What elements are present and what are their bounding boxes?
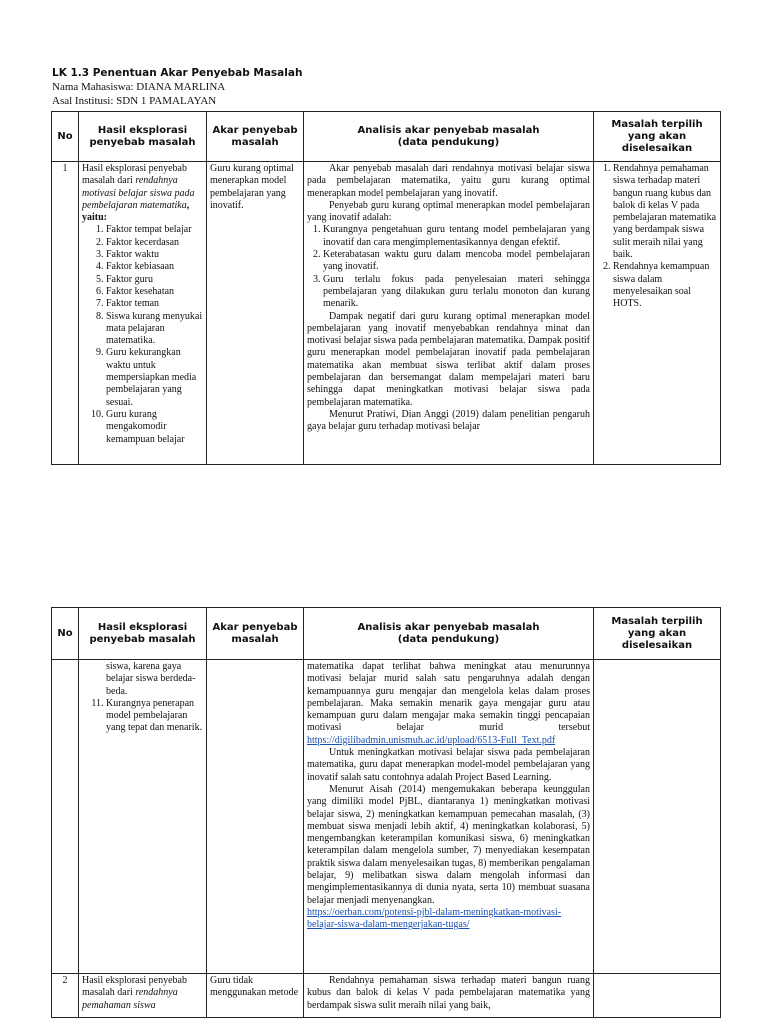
hasil-emphasis: rendahnya pemahaman siswa bbox=[82, 987, 178, 1011]
col-header-akar: Akar penyebab masalah bbox=[207, 112, 304, 162]
reference-link[interactable]: https://digilibadmin.unismuh.ac.id/upload/6513-Full_Text.pdf bbox=[307, 734, 556, 746]
list-item: 6. Faktor kesehatan bbox=[106, 286, 203, 298]
col-header-analisis-line2: (data pendukung) bbox=[397, 136, 500, 148]
col-header-analisis bbox=[304, 608, 594, 660]
table-row bbox=[52, 974, 721, 1018]
col-header-analisis-line1: Analisis akar penyebab masalah bbox=[357, 124, 540, 136]
analisis-paragraph: Akar penyebab masalah dari rendahnya motivasi belajar siswa pada pembelajaran matematika, yaitu guru kurang optimal menerapkan model pembelajaran yang inovatif. bbox=[307, 163, 590, 199]
list-item: 2. Rendahnya kemampuan siswa dalam menyelesaikan soal HOTS. bbox=[613, 261, 717, 310]
col-header-analisis bbox=[304, 112, 594, 162]
analisis-paragraph: Dampak negatif dari guru kurang optimal menerapkan model pembelajaran yang inovatif menyebabkan rendahnya minat dan motivasi belajar siswa pada pembelajaran matematika. Dampak positif guru menerapkan model pembelajaran inovatif pada pembelajaran matematika akan membuat siswa terlibat aktif dalam proses pembelajaran dan bersemangat dalam mempelajari materi baru sehingga dapat meningkatkan motivasi belajar siswa pada pembelajaran matematika. bbox=[307, 310, 590, 408]
list-item: 1. Rendahnya pemahaman siswa terhadap materi bangun ruang kubus dan balok di kelas V pada pembelajaran matematika yang berdampak siswa sulit meraih nilai yang baik. bbox=[613, 163, 717, 261]
list-item: 1. Faktor tempat belajar bbox=[106, 224, 203, 236]
factor-list bbox=[82, 224, 203, 445]
table-header-row bbox=[52, 608, 721, 660]
akar-cell: Guru tidak menggunakan metode bbox=[207, 974, 304, 1018]
hasil-cell bbox=[79, 660, 207, 974]
institution: Asal Institusi: SDN 1 PAMALAYAN bbox=[52, 95, 217, 107]
row-number: 2 bbox=[52, 974, 79, 1018]
analisis-paragraph: Penyebab guru kurang optimal menerapkan model pembelajaran yang inovatif adalah: bbox=[307, 199, 590, 224]
hasil-intro-tail: , yaitu: bbox=[82, 199, 190, 224]
list-item: 1. Kurangnya pengetahuan guru tentang model pembelajaran yang inovatif dan cara mengimplementasikannya dengan efektif. bbox=[323, 224, 590, 249]
analisis-cell bbox=[304, 660, 594, 974]
akar-cell: Guru kurang optimal menerapkan model pembelajaran yang inovatif. bbox=[207, 162, 304, 465]
col-header-masalah: Masalah terpilih yang akan diselesaikan bbox=[594, 112, 721, 162]
reference-link[interactable]: https://oerban.com/potensi-pjbl-dalam-meningkatkan-motivasi-belajar-siswa-dalam-mengerjakan-tugas/ bbox=[307, 906, 562, 931]
hasil-intro bbox=[82, 163, 203, 224]
hasil-cell bbox=[79, 974, 207, 1018]
root-cause-table-continued bbox=[51, 607, 721, 1018]
col-header-masalah: Masalah terpilih yang akan diselesaikan bbox=[594, 608, 721, 660]
analisis-cell: Rendahnya pemahaman siswa terhadap materi bangun ruang kubus dan balok di kelas V pada pembelajaran matematika yang berdampak siswa sulit meraih nilai yang baik, bbox=[304, 974, 594, 1018]
list-item: 11. Kurangnya penerapan model pembelajaran yang tepat dan menarik. bbox=[106, 698, 203, 735]
col-header-no: No bbox=[52, 608, 79, 660]
masalah-list bbox=[597, 163, 717, 311]
list-item: 3. Guru terlalu fokus pada penyelesaian materi sehingga pembelajaran yang dilakukan guru terlalu monoton dan kurang menarik. bbox=[323, 274, 590, 311]
hasil-cell bbox=[79, 162, 207, 465]
masalah-cell bbox=[594, 974, 721, 1018]
cause-list bbox=[307, 224, 590, 310]
hasil-intro-text: Hasil eksplorasi penyebab masalah dari bbox=[82, 163, 187, 187]
list-item: 2. Keterabatasan waktu guru dalam mencoba model pembelajaran yang inovatif. bbox=[323, 249, 590, 274]
list-item: 8. Siswa kurang menyukai mata pelajaran matematika. bbox=[106, 311, 203, 348]
list-item: 9. Guru kekurangkan waktu untuk mempersiapkan media pembelajaran yang sesuai. bbox=[106, 347, 203, 408]
analisis-paragraph: Menurut Pratiwi, Dian Anggi (2019) dalam penelitian pengaruh gaya belajar guru terhadap motivasi belajar bbox=[307, 408, 590, 433]
analisis-cell bbox=[304, 162, 594, 465]
analisis-paragraph bbox=[307, 661, 590, 747]
list-item: 4. Faktor kebiasaan bbox=[106, 261, 203, 273]
analisis-text: matematika dapat terlihat bahwa meningkat atau menurunnya motivasi belajar murid salah satu pengaruhnya adalah dengan kemampuannya guru mengajar dan mengelola kelas dalam proses pembelajaran. Maka semakin menarik gaya mengajar guru atau kemampuan guru dalam mengajar maka semakin tinggi pencapaian motivasi belajar murid tersebut bbox=[307, 661, 590, 734]
factor-list bbox=[82, 698, 203, 735]
student-name: Nama Mahasiswa: DIANA MARLINA bbox=[52, 81, 226, 93]
list-item: 5. Faktor guru bbox=[106, 274, 203, 286]
row-number bbox=[52, 660, 79, 974]
analisis-link-line bbox=[307, 907, 590, 932]
table-header-row bbox=[52, 112, 721, 162]
col-header-analisis-line1: Analisis akar penyebab masalah bbox=[357, 621, 540, 633]
root-cause-table bbox=[51, 111, 721, 465]
list-item: 10. Guru kurang mengakomodir kemampuan belajar bbox=[106, 409, 203, 446]
akar-cell bbox=[207, 660, 304, 974]
row-number: 1 bbox=[52, 162, 79, 465]
hasil-intro-emphasis: rendahnya motivasi belajar siswa pada pembelajaran matematika bbox=[82, 175, 195, 211]
col-header-akar: Akar penyebab masalah bbox=[207, 608, 304, 660]
col-header-no: No bbox=[52, 112, 79, 162]
hasil-text: Hasil eksplorasi penyebab masalah dari bbox=[82, 975, 187, 999]
table-row bbox=[52, 162, 721, 465]
col-header-hasil: Hasil eksplorasi penyebab masalah bbox=[79, 608, 207, 660]
masalah-cell bbox=[594, 162, 721, 465]
list-item: 2. Faktor kecerdasan bbox=[106, 237, 203, 249]
masalah-cell bbox=[594, 660, 721, 974]
list-item: 7. Faktor teman bbox=[106, 298, 203, 310]
list-item: 3. Faktor waktu bbox=[106, 249, 203, 261]
hasil-continued: siswa, karena gaya belajar siswa berdeda-beda. bbox=[106, 661, 196, 697]
col-header-hasil: Hasil eksplorasi penyebab masalah bbox=[79, 112, 207, 162]
col-header-analisis-line2: (data pendukung) bbox=[397, 633, 500, 645]
analisis-paragraph: Menurut Aisah (2014) mengemukakan beberapa keunggulan yang dimiliki model PjBL, diantaranya 1) meningkatkan motivasi belajar siswa, 2) meningkatkan kemampuan pemecahan masalah, (3) membuat siswa menjadi lebih aktif, 4) meningkatkan kolaborasi, 5) mengembangkan keterampilan komunikasi siswa, 6) meningkatkan keterampilan dalam mengelola sumber, 7) menyediakan kesempatan praktik siswa dalam menyelesaikan tugas, 8) memberikan pengalaman belajar, 9) melibatkan siswa dalam mengolah informasi dan mengimplementasikannya di dunia nyata, serta 10) membuat suasana belajar menjadi menyenangkan. bbox=[307, 783, 590, 906]
table-row bbox=[52, 660, 721, 974]
page-title: LK 1.3 Penentuan Akar Penyebab Masalah bbox=[52, 67, 303, 79]
analisis-paragraph: Untuk meningkatkan motivasi belajar siswa pada pembelajaran matematika, guru dapat menerapkan model-model pembelajaran yang inovatif salah satu contohnya adalah Project Based Learning. bbox=[307, 747, 590, 783]
